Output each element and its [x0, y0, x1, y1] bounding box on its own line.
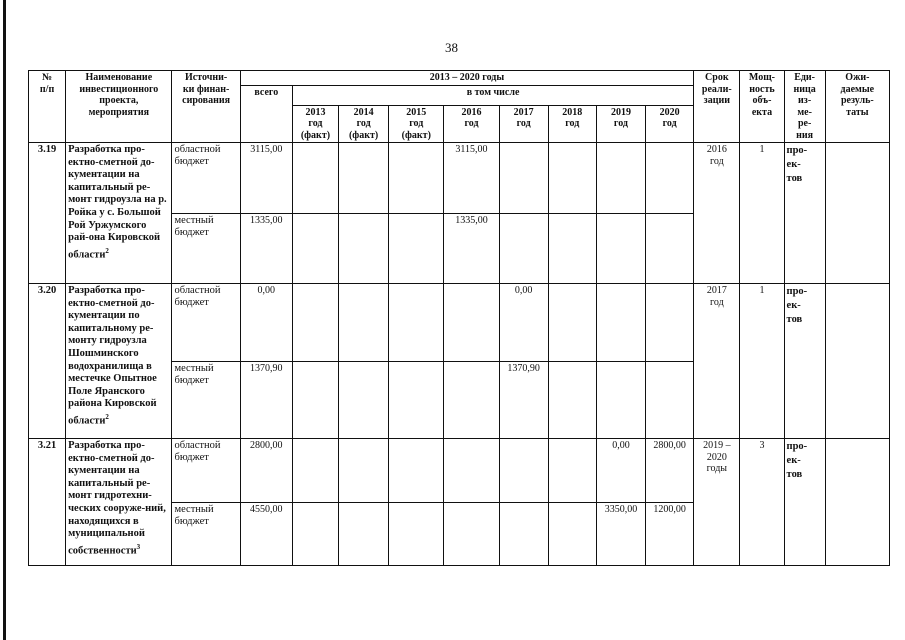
term: 2019 – 2020 годы	[694, 439, 740, 566]
unit: про- ек- тов	[784, 143, 825, 284]
page-edge-line	[3, 0, 6, 640]
year-value	[596, 284, 645, 362]
year-value	[499, 213, 548, 284]
year-value	[389, 361, 444, 439]
year-value	[292, 213, 338, 284]
year-value	[389, 143, 444, 214]
year-value: 0,00	[596, 439, 645, 503]
header-total: всего	[240, 85, 292, 143]
year-value	[339, 143, 389, 214]
header-year: 2015 год (факт)	[389, 105, 444, 143]
year-value	[444, 502, 499, 566]
year-value	[596, 143, 645, 214]
header-year: 2013 год (факт)	[292, 105, 338, 143]
unit: про- ек- тов	[784, 439, 825, 566]
year-value	[646, 361, 694, 439]
total-value: 4550,00	[240, 502, 292, 566]
year-value	[499, 502, 548, 566]
year-value	[444, 361, 499, 439]
header-unit: Еди- ница из- ме- ре- ния	[784, 71, 825, 143]
year-value	[339, 439, 389, 503]
year-value: 1335,00	[444, 213, 499, 284]
expected-results	[825, 284, 889, 439]
project-name: Разработка про-ектно-сметной до-кументации на капитальный ре-монт гидроузла на р. Ройка у с. Большой Рой Уржумского рай-она Кировской области$^2$	[66, 143, 172, 284]
year-value	[339, 502, 389, 566]
total-value: 2800,00	[240, 439, 292, 503]
year-value	[339, 361, 389, 439]
row-number: 3.20	[29, 284, 66, 439]
year-value	[596, 213, 645, 284]
row-number: 3.21	[29, 439, 66, 566]
year-value: 1370,90	[499, 361, 548, 439]
project-name: Разработка про-ектно-сметной до-кументации на капитальный ре-монт гидротехни-ческих сооруже-ний, находящихся в муниципальной собственности$^3$	[66, 439, 172, 566]
year-value	[389, 213, 444, 284]
term: 2017 год	[694, 284, 740, 439]
year-value	[499, 439, 548, 503]
header-year: 2018 год	[548, 105, 596, 143]
year-value	[596, 361, 645, 439]
year-value	[548, 143, 596, 214]
funding-source: областной бюджет	[172, 439, 240, 503]
year-value	[292, 284, 338, 362]
year-value	[548, 361, 596, 439]
total-value: 1370,90	[240, 361, 292, 439]
year-value: 1200,00	[646, 502, 694, 566]
year-value	[292, 361, 338, 439]
year-value	[292, 439, 338, 503]
year-value	[444, 284, 499, 362]
year-value	[389, 502, 444, 566]
header-term: Срок реали- зации	[694, 71, 740, 143]
project-name: Разработка про-ектно-сметной до-кументации по капитальному ре-монту гидроузла Шошминского водохранилища в местечке Опытное Поле Яранского района Кировской области$^2$	[66, 284, 172, 439]
year-value	[646, 143, 694, 214]
funding-source: местный бюджет	[172, 502, 240, 566]
year-value: 2800,00	[646, 439, 694, 503]
year-value	[646, 284, 694, 362]
total-value: 0,00	[240, 284, 292, 362]
capacity: 1	[740, 284, 784, 439]
header-year: 2014 год (факт)	[339, 105, 389, 143]
header-incl: в том числе	[292, 85, 693, 105]
year-value	[499, 143, 548, 214]
header-year: 2017 год	[499, 105, 548, 143]
total-value: 3115,00	[240, 143, 292, 214]
unit: про- ек- тов	[784, 284, 825, 439]
year-value	[292, 502, 338, 566]
investment-table	[28, 70, 890, 566]
year-value	[339, 284, 389, 362]
year-value: 3350,00	[596, 502, 645, 566]
header-results: Ожи- даемые резуль- таты	[825, 71, 889, 143]
year-value	[548, 284, 596, 362]
year-value	[389, 284, 444, 362]
row-number: 3.19	[29, 143, 66, 284]
year-value	[548, 502, 596, 566]
year-value	[548, 439, 596, 503]
term: 2016 год	[694, 143, 740, 284]
expected-results	[825, 143, 889, 284]
funding-source: местный бюджет	[172, 213, 240, 284]
header-num: № п/п	[29, 71, 66, 143]
year-value	[389, 439, 444, 503]
header-year: 2016 год	[444, 105, 499, 143]
year-value	[444, 439, 499, 503]
capacity: 3	[740, 439, 784, 566]
header-source: Источни- ки финан- сирования	[172, 71, 240, 143]
year-value	[292, 143, 338, 214]
header-period: 2013 – 2020 годы	[240, 71, 694, 86]
page-number: 38	[445, 40, 458, 55]
expected-results	[825, 439, 889, 566]
year-value	[339, 213, 389, 284]
header-year: 2020 год	[646, 105, 694, 143]
total-value: 1335,00	[240, 213, 292, 284]
year-value	[646, 213, 694, 284]
year-value: 0,00	[499, 284, 548, 362]
year-value	[548, 213, 596, 284]
table-row	[29, 439, 890, 503]
header-name: Наименование инвестиционного проекта, мероприятия	[66, 71, 172, 143]
capacity: 1	[740, 143, 784, 284]
header-year: 2019 год	[596, 105, 645, 143]
funding-source: местный бюджет	[172, 361, 240, 439]
funding-source: областной бюджет	[172, 143, 240, 214]
funding-source: областной бюджет	[172, 284, 240, 362]
table-row	[29, 284, 890, 362]
year-value: 3115,00	[444, 143, 499, 214]
header-capacity: Мощ- ность объ- екта	[740, 71, 784, 143]
table-row	[29, 143, 890, 214]
